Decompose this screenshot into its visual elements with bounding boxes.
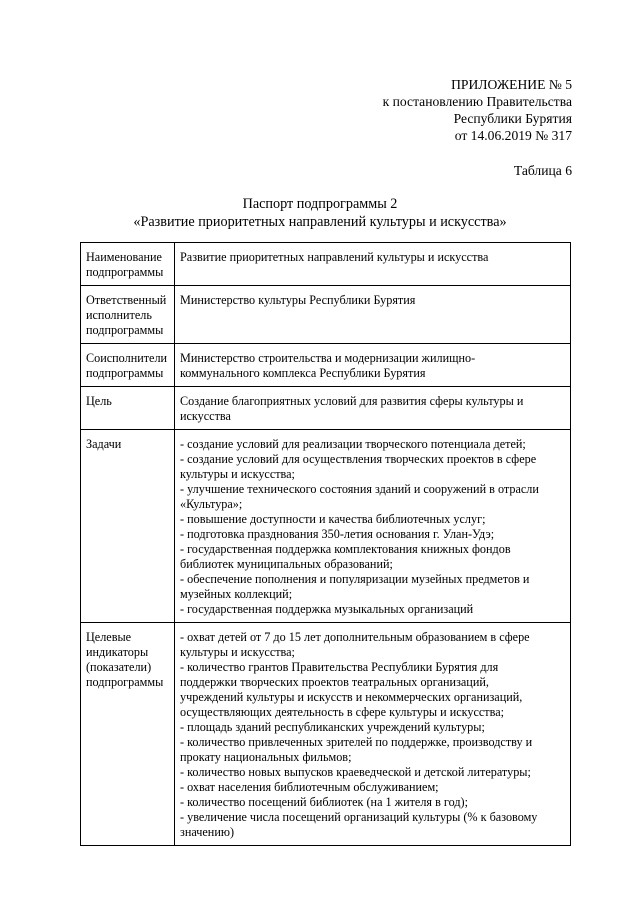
row-value-line: Министерство культуры Республики Бурятия <box>180 293 416 307</box>
row-value-line: - улучшение технического состояния зданий и сооружений в отрасли <box>180 482 539 496</box>
row-value-line: - охват детей от 7 до 15 лет дополнительным образованием в сфере <box>180 630 530 644</box>
resolution-date: от 14.06.2019 № 317 <box>454 128 572 143</box>
document-title <box>0 195 640 231</box>
row-value-line: - количество посещений библиотек (на 1 жителя в год); <box>180 795 468 809</box>
row-value-line: Министерство строительства и модернизации жилищно- <box>180 351 476 365</box>
passport-table-body <box>81 243 571 846</box>
row-value-line: - увеличение числа посещений организаций культуры (% к базовому <box>180 810 538 824</box>
row-label-cell <box>81 387 175 430</box>
row-value-line: прокату национальных фильмов; <box>180 750 352 764</box>
row-value-line: учреждений культуры и искусств и некоммерческих организаций, <box>180 690 523 704</box>
row-label-line: подпрограммы <box>86 265 164 279</box>
row-label-line: Соисполнители <box>86 351 168 365</box>
table-row <box>81 623 571 846</box>
row-value-line: культуры и искусства; <box>180 645 295 659</box>
row-label-line: исполнитель <box>86 308 152 322</box>
table-row <box>81 430 571 623</box>
row-label-line: Цель <box>86 394 112 408</box>
row-value-line: значению) <box>180 825 235 839</box>
row-label-line: Ответственный <box>86 293 167 307</box>
row-label-cell <box>81 243 175 286</box>
row-value-line: - государственная поддержка комплектования книжных фондов <box>180 542 511 556</box>
row-label-cell <box>81 344 175 387</box>
table-number: Таблица 6 <box>513 163 572 178</box>
row-value-line: - количество грантов Правительства Республики Бурятия для <box>180 660 499 674</box>
row-value-line: искусства <box>180 409 231 423</box>
row-label-line: подпрограммы <box>86 675 164 689</box>
row-value-line: - площадь зданий республиканских учреждений культуры; <box>180 720 485 734</box>
row-value-line: культуры и искусства; <box>180 467 295 481</box>
row-value-line: - количество привлеченных зрителей по поддержке, производству и <box>180 735 533 749</box>
republic-name: Республики Бурятия <box>453 111 572 126</box>
row-value-line: «Культура»; <box>180 497 243 511</box>
row-label-line: Наименование <box>86 250 162 264</box>
title-line-2: «Развитие приоритетных направлений культуры и искусства» <box>133 214 507 230</box>
row-value-line: - обеспечение пополнения и популяризации музейных предметов и <box>180 572 530 586</box>
row-value-cell <box>175 286 571 344</box>
table-row <box>81 344 571 387</box>
row-value-line: - государственная поддержка музыкальных организаций <box>180 602 474 616</box>
row-value-cell <box>175 430 571 623</box>
row-label-cell <box>81 623 175 846</box>
row-label-line: индикаторы <box>86 645 149 659</box>
row-value-cell <box>175 243 571 286</box>
resolution-reference: к постановлению Правительства <box>382 94 572 109</box>
row-value-line: - охват населения библиотечным обслуживанием; <box>180 780 439 794</box>
table-row <box>81 387 571 430</box>
row-value-line: Создание благоприятных условий для развития сферы культуры и <box>180 394 524 408</box>
table-row <box>81 286 571 344</box>
row-label-line: Задачи <box>86 437 122 451</box>
row-value-line: - создание условий для осуществления творческих проектов в сфере <box>180 452 537 466</box>
row-label-line: Целевые <box>86 630 132 644</box>
row-label-cell <box>81 286 175 344</box>
appendix-number: ПРИЛОЖЕНИЕ № 5 <box>451 77 572 92</box>
row-value-line: поддержки творческих проектов театральных организаций, <box>180 675 489 689</box>
row-value-line: осуществляющих деятельность в сфере культуры и искусства; <box>180 705 505 719</box>
passport-table <box>80 242 571 846</box>
title-line-1: Паспорт подпрограммы 2 <box>242 196 398 212</box>
row-label-line: подпрограммы <box>86 366 164 380</box>
row-value-line: библиотек муниципальных образований; <box>180 557 393 571</box>
row-value-line: - создание условий для реализации творческого потенциала детей; <box>180 437 526 451</box>
row-value-line: коммунального комплекса Республики Бурятия <box>180 366 426 380</box>
row-value-line: - подготовка празднования 350-летия основания г. Улан-Удэ; <box>180 527 495 541</box>
row-value-line: - количество новых выпусков краеведческой и детской литературы; <box>180 765 531 779</box>
row-value-cell <box>175 623 571 846</box>
row-label-cell <box>81 430 175 623</box>
row-value-line: Развитие приоритетных направлений культуры и искусства <box>180 250 489 264</box>
appendix-header <box>383 76 572 144</box>
row-value-cell <box>175 387 571 430</box>
row-label-line: подпрограммы <box>86 323 164 337</box>
row-value-cell <box>175 344 571 387</box>
row-value-line: - повышение доступности и качества библиотечных услуг; <box>180 512 486 526</box>
table-row <box>81 243 571 286</box>
row-label-line: (показатели) <box>86 660 152 674</box>
row-value-line: музейных коллекций; <box>180 587 293 601</box>
